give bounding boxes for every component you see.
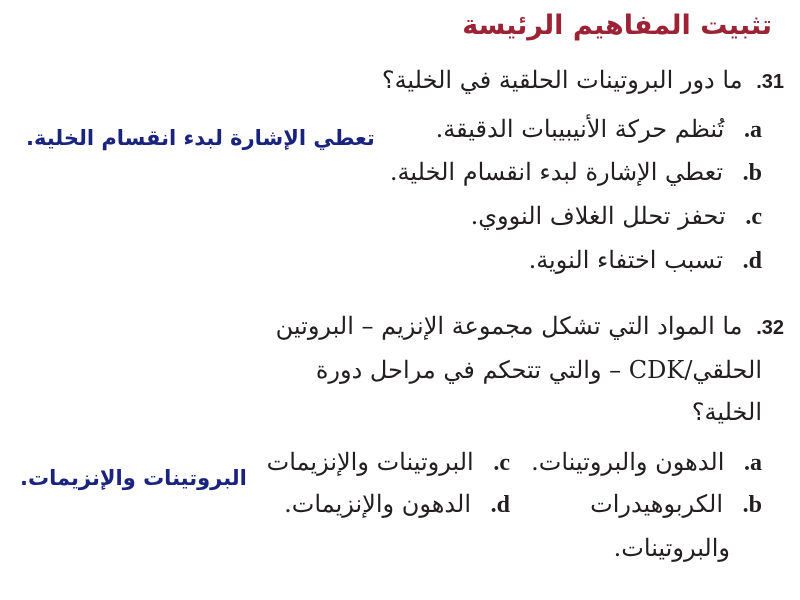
option-text: البروتينات والإنزيمات bbox=[266, 448, 474, 476]
question-32-option-d[interactable] bbox=[284, 488, 510, 521]
question-text: ما المواد التي تشكل مجموعة الإنزيم – البروتين bbox=[275, 312, 743, 340]
question-31-option-d[interactable] bbox=[529, 244, 762, 277]
option-text: الكربوهيدرات bbox=[590, 490, 723, 518]
question-31-stem bbox=[382, 64, 784, 98]
option-letter: d. bbox=[490, 492, 510, 518]
question-31-answer: تعطي الإشارة لبدء انقسام الخلية. bbox=[26, 126, 375, 150]
option-letter: b. bbox=[742, 492, 762, 518]
section-title: تثبيت المفاهيم الرئيسة bbox=[462, 10, 772, 41]
question-32-option-a[interactable] bbox=[531, 446, 762, 479]
option-text: تسبب اختفاء النوية. bbox=[528, 246, 723, 274]
question-text: ما دور البروتينات الحلقية في الخلية؟ bbox=[381, 66, 743, 94]
question-31-option-c[interactable] bbox=[471, 200, 762, 233]
option-text: تحفز تحلل الغلاف النووي. bbox=[470, 202, 726, 230]
question-32-option-c[interactable] bbox=[267, 446, 510, 479]
option-letter: a. bbox=[744, 117, 762, 143]
option-text: الدهون والبروتينات. bbox=[531, 448, 725, 476]
option-text: تُنظم حركة الأنيبيبات الدقيقة. bbox=[435, 115, 725, 143]
question-32-answer: البروتينات والإنزيمات. bbox=[20, 466, 247, 490]
option-letter: c. bbox=[745, 204, 762, 230]
question-32-stem-line-2: الحلقي/CDK – والتي تتحكم في مراحل دورة bbox=[315, 356, 762, 384]
question-31-option-b[interactable] bbox=[390, 156, 762, 189]
option-text: الدهون والإنزيمات. bbox=[284, 490, 471, 518]
question-number: 32. bbox=[756, 317, 784, 339]
option-letter: d. bbox=[742, 248, 762, 274]
question-31-option-a[interactable] bbox=[436, 113, 762, 146]
option-letter: b. bbox=[742, 160, 762, 186]
question-32-stem-line-1 bbox=[276, 310, 784, 344]
question-32-stem-line-3: الخلية؟ bbox=[691, 398, 762, 426]
option-letter: c. bbox=[493, 450, 510, 476]
question-number: 31. bbox=[756, 71, 784, 93]
question-32-option-b-continued: والبروتينات. bbox=[613, 534, 730, 562]
option-letter: a. bbox=[744, 450, 762, 476]
option-text: تعطي الإشارة لبدء انقسام الخلية. bbox=[389, 158, 723, 186]
question-32-option-b[interactable] bbox=[590, 488, 762, 521]
